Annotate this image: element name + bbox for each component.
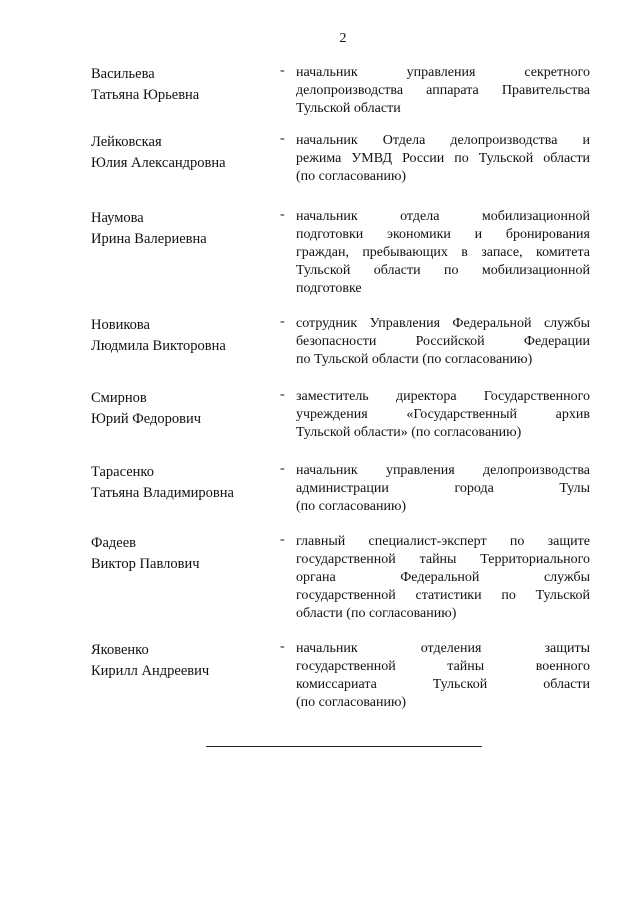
member-name: [91, 640, 281, 682]
member-surname: Васильева: [91, 66, 155, 82]
role-line: государственной тайны военного: [296, 659, 590, 674]
dash-separator: -: [280, 461, 285, 476]
role-line: государственной статистики по Тульской: [296, 588, 590, 603]
role-line: главный специалист-эксперт по защите: [296, 534, 590, 549]
member-surname: Новикова: [91, 317, 150, 333]
member-name: [91, 388, 281, 430]
closing-rule: [206, 746, 482, 747]
member-name: [91, 462, 281, 504]
role-line: (по согласованию): [296, 499, 407, 514]
role-line: начальник управления делопроизводства: [296, 463, 590, 478]
role-line: сотрудник Управления Федеральной службы: [296, 316, 590, 331]
member-surname: Наумова: [91, 210, 144, 226]
member-surname: Лейковская: [91, 134, 162, 150]
role-line: (по согласованию): [296, 169, 407, 184]
member-surname: Тарасенко: [91, 464, 154, 480]
member-given-names: Татьяна Юрьевна: [91, 87, 200, 103]
member-given-names: Юрий Федорович: [91, 411, 202, 427]
role-line: заместитель директора Государственного: [296, 389, 590, 404]
member-name: [91, 64, 281, 106]
member-role: [296, 462, 590, 516]
dash-separator: -: [280, 387, 285, 402]
member-role: [296, 533, 590, 623]
member-name: [91, 533, 281, 575]
member-role: [296, 315, 590, 369]
member-given-names: Юлия Александровна: [91, 155, 226, 171]
member-name: [91, 208, 281, 250]
role-line: безопасности Российской Федерации: [296, 334, 590, 349]
dash-separator: -: [280, 131, 285, 146]
role-line: Тульской области по мобилизационной: [296, 263, 590, 278]
member-given-names: Виктор Павлович: [91, 556, 200, 572]
member-name: [91, 132, 281, 174]
member-given-names: Ирина Валериевна: [91, 231, 207, 247]
role-line: (по согласованию): [296, 695, 407, 710]
dash-separator: -: [280, 63, 285, 78]
role-line: Тульской области» (по согласованию): [296, 425, 522, 440]
member-role: [296, 132, 590, 186]
member-surname: Смирнов: [91, 390, 147, 406]
member-given-names: Татьяна Владимировна: [91, 485, 234, 501]
role-line: граждан, пребывающих в запасе, комитета: [296, 245, 590, 260]
role-line: администрации города Тулы: [296, 481, 590, 496]
member-role: [296, 640, 590, 712]
dash-separator: -: [280, 532, 285, 547]
role-line: учреждения «Государственный архив: [296, 407, 590, 422]
member-role: [296, 208, 590, 298]
member-role: [296, 388, 590, 442]
dash-separator: -: [280, 207, 285, 222]
role-line: государственной тайны Территориального: [296, 552, 590, 567]
page-number: 2: [339, 31, 347, 46]
member-given-names: Кирилл Андреевич: [91, 663, 210, 679]
dash-separator: -: [280, 639, 285, 654]
role-line: комиссариата Тульской области: [296, 677, 590, 692]
member-given-names: Людмила Викторовна: [91, 338, 226, 354]
role-line: подготовке: [296, 281, 362, 296]
dash-separator: -: [280, 314, 285, 329]
role-line: по Тульской области (по согласованию): [296, 352, 533, 367]
role-line: начальник Отдела делопроизводства и: [296, 133, 590, 148]
member-name: [91, 315, 281, 357]
role-line: делопроизводства аппарата Правительства: [296, 83, 590, 98]
role-line: подготовки экономики и бронирования: [296, 227, 590, 242]
member-surname: Фадеев: [91, 535, 136, 551]
role-line: органа Федеральной службы: [296, 570, 590, 585]
role-line: области (по согласованию): [296, 606, 457, 621]
role-line: режима УМВД России по Тульской области: [296, 151, 590, 166]
role-line: Тульской области: [296, 101, 401, 116]
role-line: начальник отдела мобилизационной: [296, 209, 590, 224]
member-surname: Яковенко: [91, 642, 149, 658]
role-line: начальник отделения защиты: [296, 641, 590, 656]
role-line: начальник управления секретного: [296, 65, 590, 80]
member-role: [296, 64, 590, 118]
